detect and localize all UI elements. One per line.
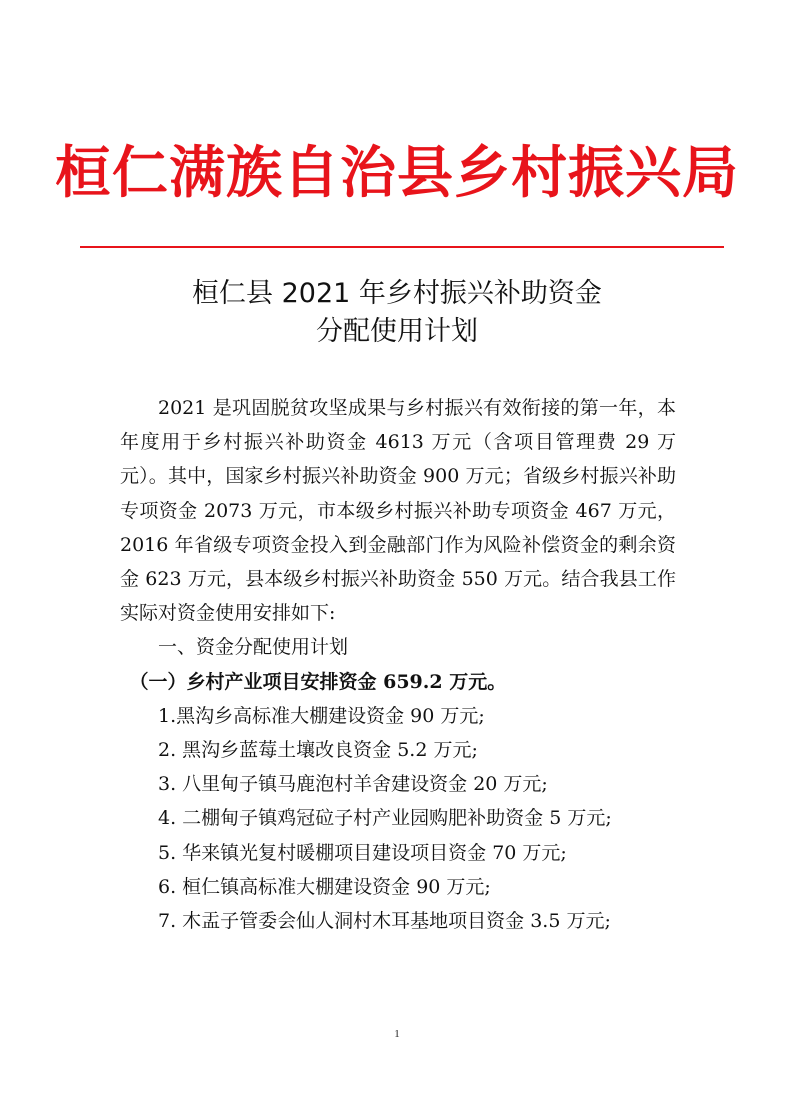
list-item: 2. 黑沟乡蓝莓土壤改良资金 5.2 万元; xyxy=(158,739,478,762)
list-item: 4. 二棚甸子镇鸡冠砬子村产业园购肥补助资金 5 万元; xyxy=(158,807,612,830)
document-title-line1: 桓仁县 2021 年乡村振兴补助资金 xyxy=(192,278,602,309)
list-item: 3. 八里甸子镇马鹿泡村羊舍建设资金 20 万元; xyxy=(158,773,548,796)
list-item: 6. 桓仁镇高标准大棚建设资金 90 万元; xyxy=(158,875,491,898)
list-item: 5. 华来镇光复村暖棚项目建设项目资金 70 万元; xyxy=(158,841,567,864)
list-item: 1.黑沟乡高标准大棚建设资金 90 万元; xyxy=(158,704,485,727)
masthead-org-name: 桓仁满族自治县乡村振兴局 xyxy=(55,141,739,206)
document-title-line2: 分配使用计划 xyxy=(316,316,478,347)
list-item: 7. 木盂子管委会仙人洞村木耳基地项目资金 3.5 万元; xyxy=(158,910,611,933)
intro-paragraph: 2021 是巩固脱贫攻坚成果与乡村振兴有效衔接的第一年，本年度用于乡村振兴补助资金 4613 万元（含项目管理费 29 万元）。其中，国家乡村振兴补助资金 900 万元；省级乡村振兴补助专项资金 2073 万元，市本级乡村振兴补助专项资金 467 万元，2016 年省级专项资金投入到金融部门作为风险补偿资金的剩余资金 623 万元，县本级乡村振兴补助资金 550 万元。结合我县工作实际对资金使用安排如下: xyxy=(120,397,676,625)
masthead-red-rule xyxy=(80,246,724,248)
document-body xyxy=(120,391,676,938)
section-heading: 一、资金分配使用计划 xyxy=(158,636,349,659)
subsection-heading: （一）乡村产业项目安排资金 659.2 万元。 xyxy=(129,670,507,693)
page-number: 1 xyxy=(394,1028,400,1040)
